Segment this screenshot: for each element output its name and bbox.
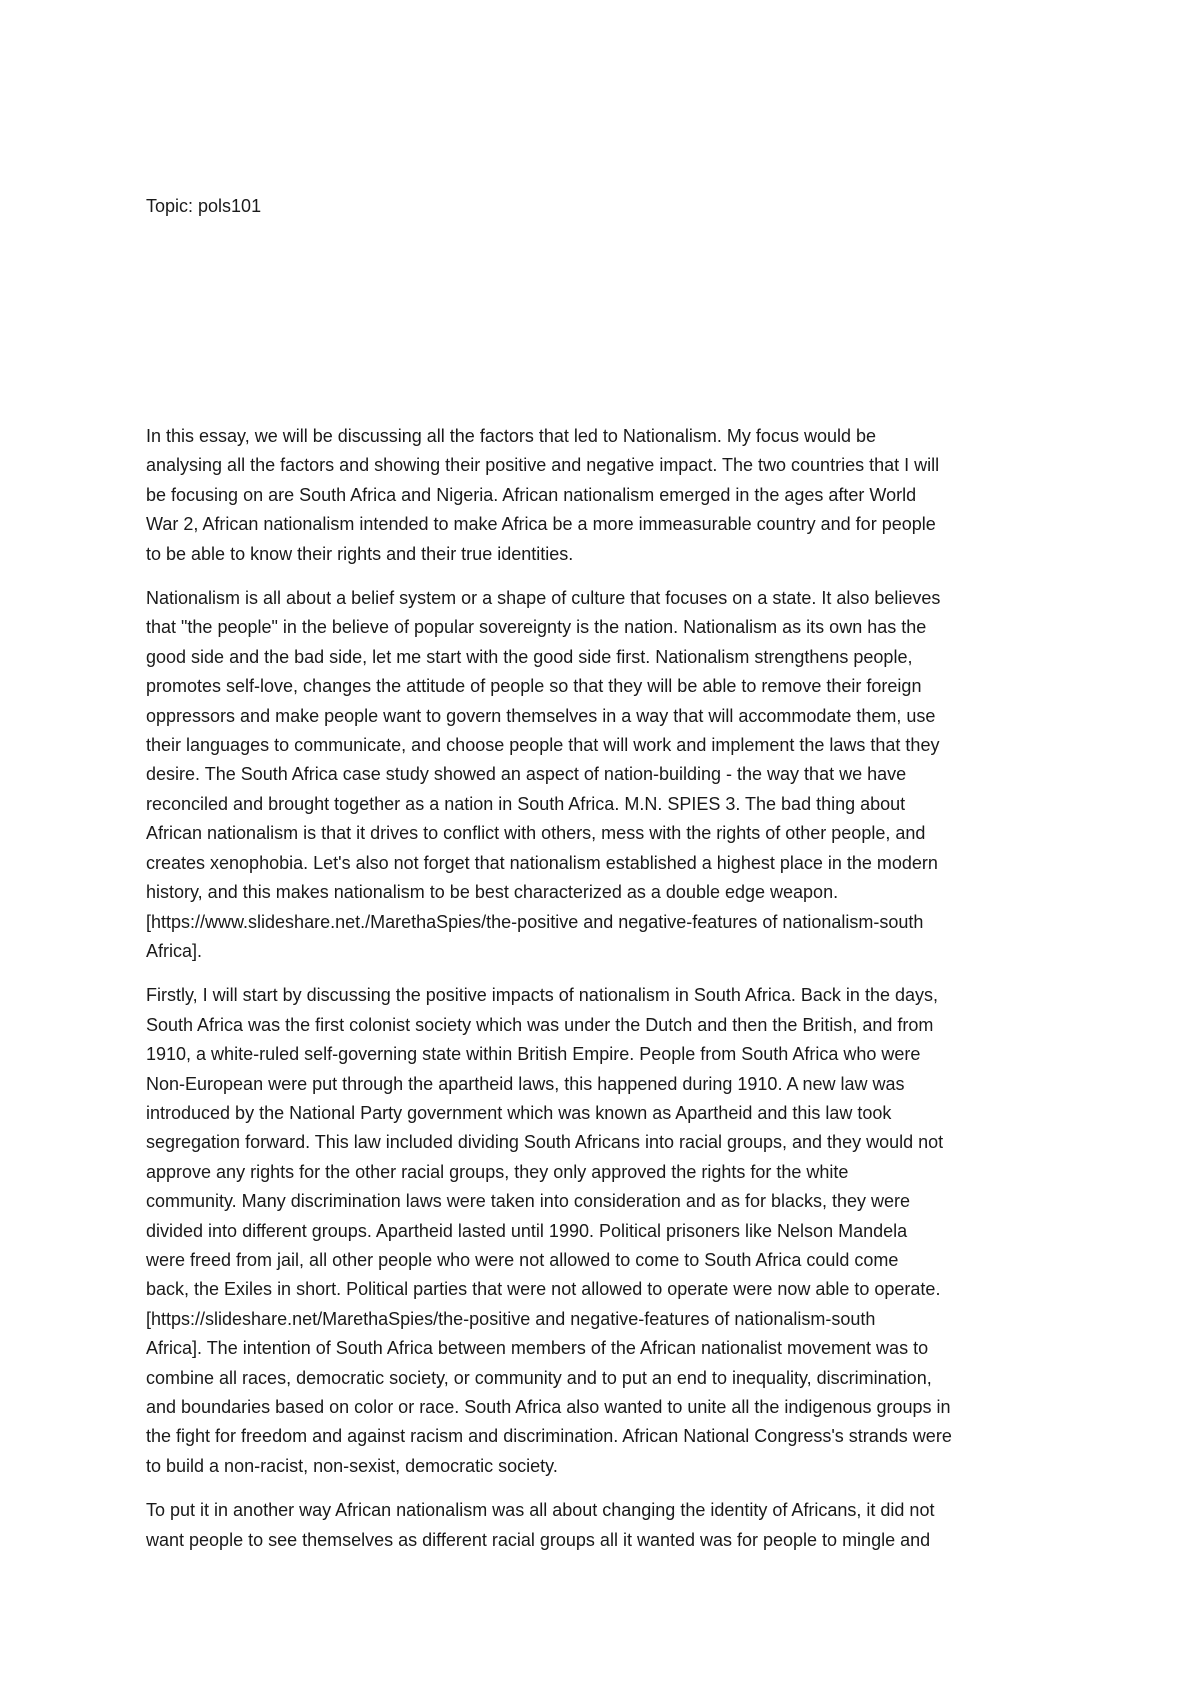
paragraph-line: analysing all the factors and showing their positive and negative impact. The two countries that I will xyxy=(146,455,940,476)
paragraph-line: community. Many discrimination laws were taken into consideration and as for blacks, they were xyxy=(146,1191,911,1212)
paragraph-line: In this essay, we will be discussing all the factors that led to Nationalism. My focus would be xyxy=(146,426,877,446)
paragraph-line: back, the Exiles in short. Political parties that were not allowed to operate were now able to operate. xyxy=(146,1279,941,1300)
essay-paragraph-2 xyxy=(146,584,1071,966)
paragraph-line: desire. The South Africa case study showed an aspect of nation-building - the way that we have xyxy=(146,764,907,785)
paragraph-line: to be able to know their rights and their true identities. xyxy=(146,543,574,564)
paragraph-line: be focusing on are South Africa and Nigeria. African nationalism emerged in the ages after World xyxy=(146,484,917,505)
paragraph-line: [https://www.slideshare.net./MarethaSpies/the-positive and negative-features of nationalism-south xyxy=(146,911,924,932)
essay-paragraph-3 xyxy=(146,981,1071,1481)
paragraph-line: War 2, African nationalism intended to make Africa be a more immeasurable country and for people xyxy=(146,514,936,535)
paragraph-line: African nationalism is that it drives to conflict with others, mess with the rights of other people, and xyxy=(146,823,926,844)
paragraph-line: Africa]. The intention of South Africa between members of the African nationalist movement was to xyxy=(146,1338,929,1359)
paragraph-line: 1910, a white-ruled self-governing state within British Empire. People from South Africa who were xyxy=(146,1044,921,1065)
paragraph-line: promotes self-love, changes the attitude of people so that they will be able to remove their foreign xyxy=(146,676,922,697)
paragraph-line: reconciled and brought together as a nation in South Africa. M.N. SPIES 3. The bad thing about xyxy=(146,793,906,814)
paragraph-line: South Africa was the first colonist society which was under the Dutch and then the British, and from xyxy=(146,1014,934,1035)
paragraph-line: Firstly, I will start by discussing the positive impacts of nationalism in South Africa. Back in the days, xyxy=(146,985,938,1006)
paragraph-line: combine all races, democratic society, or community and to put an end to inequality, discrimination, xyxy=(146,1367,932,1388)
paragraph-line: want people to see themselves as different racial groups all it wanted was for people to mingle and xyxy=(146,1529,931,1550)
paragraph-line: history, and this makes nationalism to be best characterized as a double edge weapon. xyxy=(146,882,839,903)
paragraph-line: and boundaries based on color or race. South Africa also wanted to unite all the indigenous groups in xyxy=(146,1397,951,1417)
essay-paragraph-1 xyxy=(146,422,1071,569)
paragraph-line: divided into different groups. Apartheid lasted until 1990. Political prisoners like Nelson Mandela xyxy=(146,1220,908,1241)
paragraph-line: introduced by the National Party government which was known as Apartheid and this law took xyxy=(146,1102,892,1123)
paragraph-line: [https://slideshare.net/MarethaSpies/the-positive and negative-features of nationalism-south xyxy=(146,1308,876,1329)
paragraph-line: their languages to communicate, and choose people that will work and implement the laws that they xyxy=(146,735,940,756)
paragraph-line: were freed from jail, all other people who were not allowed to come to South Africa could come xyxy=(146,1249,899,1270)
paragraph-line: Nationalism is all about a belief system or a shape of culture that focuses on a state. It also believes xyxy=(146,588,941,609)
paragraph-line: the fight for freedom and against racism and discrimination. African National Congress's strands were xyxy=(146,1426,952,1447)
paragraph-line: oppressors and make people want to govern themselves in a way that will accommodate them, use xyxy=(146,705,936,726)
paragraph-line: To put it in another way African nationalism was all about changing the identity of Africans, it did not xyxy=(146,1500,935,1521)
paragraph-line: approve any rights for the other racial groups, they only approved the rights for the white xyxy=(146,1161,849,1182)
topic-heading: Topic: pols101 xyxy=(146,196,262,216)
paragraph-line: creates xenophobia. Let's also not forget that nationalism established a highest place in the modern xyxy=(146,852,938,873)
paragraph-line: that "the people" in the believe of popular sovereignty is the nation. Nationalism as its own has the xyxy=(146,617,927,638)
paragraph-line: segregation forward. This law included dividing South Africans into racial groups, and they would not xyxy=(146,1132,944,1153)
paragraph-line: good side and the bad side, let me start with the good side first. Nationalism strengthens people, xyxy=(146,646,913,667)
paragraph-line: Non-European were put through the apartheid laws, this happened during 1910. A new law was xyxy=(146,1073,905,1094)
paragraph-line: to build a non-racist, non-sexist, democratic society. xyxy=(146,1455,558,1476)
essay-paragraph-4 xyxy=(146,1496,1071,1555)
essay-body xyxy=(146,422,1071,1570)
paragraph-line: Africa]. xyxy=(146,940,203,961)
